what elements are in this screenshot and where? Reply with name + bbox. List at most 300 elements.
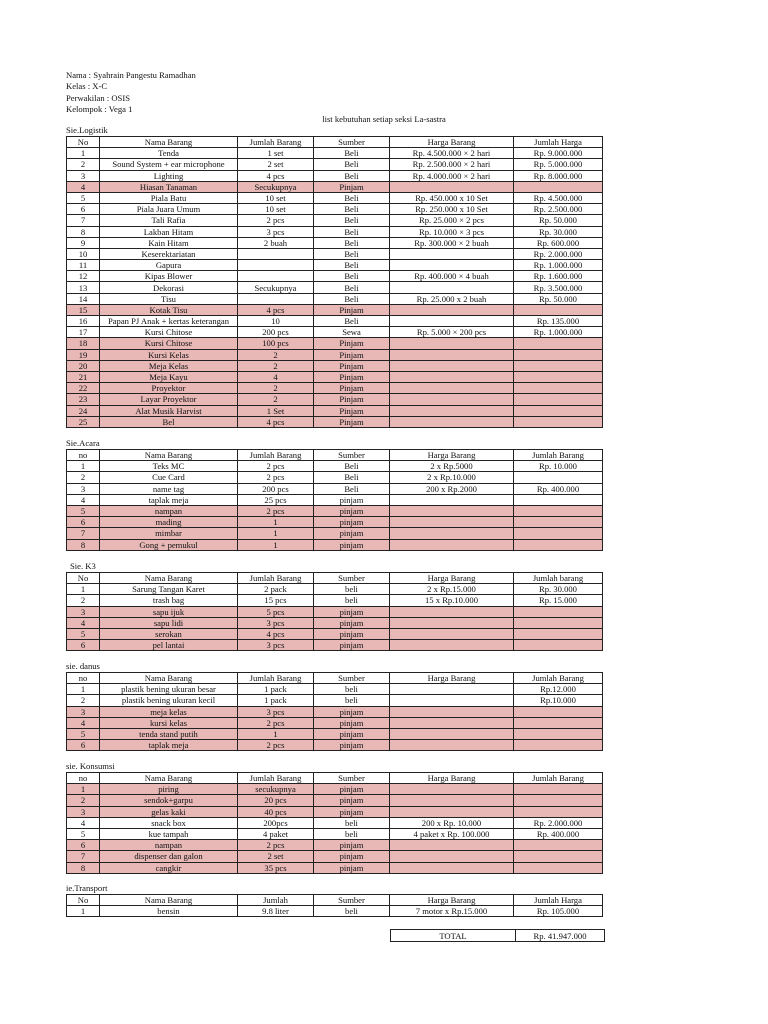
col-no: 24 (67, 405, 100, 416)
col-unit-price (390, 338, 514, 349)
table-row (67, 862, 603, 873)
table-row (67, 371, 603, 382)
col-unit-price (390, 706, 514, 717)
column-header: Nama Barang (100, 573, 238, 584)
col-total: Rp. 1.600.000 (514, 271, 603, 282)
col-no: 7 (67, 215, 100, 226)
col-source: Pinjam (314, 383, 390, 394)
table-header-row (67, 450, 603, 461)
col-no: 3 (67, 706, 100, 717)
col-unit-price: Rp. 4.500.000 × 2 hari (390, 148, 514, 159)
col-item-name: snack box (100, 817, 238, 828)
col-item-name: kursi kelas (100, 717, 238, 728)
col-total (514, 862, 603, 873)
col-no: 6 (67, 840, 100, 851)
col-source: Beli (314, 215, 390, 226)
col-total (514, 840, 603, 851)
column-header: Harga Barang (390, 450, 514, 461)
col-no: 1 (67, 148, 100, 159)
col-no: 1 (67, 684, 100, 695)
col-item-name: Hiasan Tanaman (100, 181, 238, 192)
col-unit-price: Rp. 25.000 x 2 buah (390, 293, 514, 304)
column-header: Nama Barang (100, 895, 238, 906)
col-no: 4 (67, 817, 100, 828)
col-unit-price (390, 717, 514, 728)
table-row (67, 628, 603, 639)
col-quantity: 3 pcs (238, 226, 314, 237)
col-source: Pinjam (314, 181, 390, 192)
col-source: Sewa (314, 327, 390, 338)
col-no: 20 (67, 360, 100, 371)
col-quantity (238, 293, 314, 304)
col-source: Beli (314, 248, 390, 259)
col-item-name: Kain Hitam (100, 237, 238, 248)
col-quantity: 10 (238, 316, 314, 327)
col-no: 6 (67, 204, 100, 215)
col-total (514, 806, 603, 817)
col-source: Beli (314, 148, 390, 159)
col-quantity: 2 pack (238, 584, 314, 595)
col-unit-price (390, 795, 514, 806)
col-total (514, 360, 603, 371)
col-no: 5 (67, 728, 100, 739)
student-name: Nama : Syahrain Pangestu Ramadhan (66, 70, 196, 80)
col-unit-price (390, 684, 514, 695)
col-total: Rp. 105.000 (514, 906, 603, 917)
col-unit-price: Rp. 450.000 x 10 Set (390, 192, 514, 203)
col-source: Beli (314, 316, 390, 327)
col-item-name: Tenda (100, 148, 238, 159)
col-item-name: taplak meja (100, 740, 238, 751)
column-header: Jumlah Barang (238, 773, 314, 784)
col-total (514, 338, 603, 349)
col-source: beli (314, 584, 390, 595)
col-total (514, 640, 603, 651)
col-quantity: 4 pcs (238, 304, 314, 315)
col-quantity: Secukupnya (238, 181, 314, 192)
col-no: 4 (67, 494, 100, 505)
col-item-name: meja kelas (100, 706, 238, 717)
col-no: 2 (67, 472, 100, 483)
col-quantity: 40 pcs (238, 806, 314, 817)
col-total (514, 416, 603, 427)
col-unit-price (390, 360, 514, 371)
student-representation: Perwakilan : OSIS (66, 92, 130, 103)
column-header: Jumlah Barang (238, 673, 314, 684)
column-header: Harga Barang (390, 895, 514, 906)
col-total (514, 606, 603, 617)
column-header: Jumlah Barang (238, 573, 314, 584)
col-item-name: Kursi Kelas (100, 349, 238, 360)
table-row (67, 528, 603, 539)
col-item-name: Papan PJ Anak + kertas keterangan (100, 316, 238, 327)
col-no: 1 (67, 784, 100, 795)
col-total (514, 394, 603, 405)
col-total (514, 405, 603, 416)
col-total (514, 528, 603, 539)
col-item-name: Sound System + ear microphone (100, 159, 238, 170)
col-quantity: 2 pcs (238, 215, 314, 226)
col-item-name: sapu lidi (100, 617, 238, 628)
col-unit-price (390, 260, 514, 271)
col-total: Rp. 30.000 (514, 226, 603, 237)
col-quantity: 2 set (238, 851, 314, 862)
col-no: 1 (67, 906, 100, 917)
col-item-name: Layar Proyektor (100, 394, 238, 405)
col-item-name: piring (100, 784, 238, 795)
col-source: Beli (314, 226, 390, 237)
section-table (66, 572, 603, 651)
table-row (67, 784, 603, 795)
column-header: Nama Barang (100, 673, 238, 684)
col-no: 19 (67, 349, 100, 360)
col-quantity: 1 Set (238, 405, 314, 416)
table-row (67, 338, 603, 349)
col-item-name: plastik bening ukuran besar (100, 684, 238, 695)
col-unit-price (390, 349, 514, 360)
col-item-name: nampan (100, 505, 238, 516)
col-no: 8 (67, 226, 100, 237)
table-row (67, 148, 603, 159)
table-row (67, 483, 603, 494)
col-source: Beli (314, 282, 390, 293)
col-item-name: kue tampah (100, 828, 238, 839)
table-row (67, 695, 603, 706)
col-total: Rp. 1.000.000 (514, 260, 603, 271)
col-quantity: 3 pcs (238, 706, 314, 717)
col-total: Rp. 50.000 (514, 215, 603, 226)
col-total: Rp. 400.000 (514, 828, 603, 839)
col-source: pinjam (314, 706, 390, 717)
col-unit-price (390, 862, 514, 873)
table-row (67, 472, 603, 483)
col-no: 16 (67, 316, 100, 327)
col-quantity: 4 pcs (238, 416, 314, 427)
col-unit-price (390, 628, 514, 639)
section-title: Sie. K3 (70, 561, 96, 571)
col-total: Rp. 135.000 (514, 316, 603, 327)
table-row (67, 505, 603, 516)
table-row (67, 840, 603, 851)
column-header: Jumlah Barang (514, 450, 603, 461)
document-header (66, 70, 196, 116)
table-row (67, 517, 603, 528)
col-total (514, 349, 603, 360)
col-total: Rp. 2.000.000 (514, 248, 603, 259)
table-header-row (67, 137, 603, 148)
column-header: Sumber (314, 450, 390, 461)
col-quantity: 1 (238, 528, 314, 539)
col-item-name: serokan (100, 628, 238, 639)
col-item-name: Alat Musik Harvist (100, 405, 238, 416)
col-no: 5 (67, 192, 100, 203)
column-header: Nama Barang (100, 773, 238, 784)
column-header: Jumlah Harga (514, 895, 603, 906)
col-item-name: Proyektor (100, 383, 238, 394)
table-row (67, 640, 603, 651)
col-item-name: Kursi Chitose (100, 338, 238, 349)
total-table (390, 929, 605, 942)
col-no: 5 (67, 628, 100, 639)
total-value: Rp. 41.947.000 (516, 930, 605, 942)
col-quantity: 1 pack (238, 695, 314, 706)
table-row (67, 684, 603, 695)
col-source: Pinjam (314, 338, 390, 349)
col-unit-price (390, 539, 514, 550)
col-total (514, 383, 603, 394)
column-header: Nama Barang (100, 137, 238, 148)
col-source: beli (314, 595, 390, 606)
column-header: No (67, 895, 100, 906)
col-no: 11 (67, 260, 100, 271)
col-source: Pinjam (314, 304, 390, 315)
col-quantity: 100 pcs (238, 338, 314, 349)
col-total: Rp. 9.000.000 (514, 148, 603, 159)
col-source: Pinjam (314, 360, 390, 371)
table-row (67, 405, 603, 416)
col-item-name: bensin (100, 906, 238, 917)
col-no: 17 (67, 327, 100, 338)
col-source: Beli (314, 192, 390, 203)
col-item-name: Kipas Blower (100, 271, 238, 282)
col-quantity (238, 248, 314, 259)
col-no: 6 (67, 740, 100, 751)
col-item-name: Cue Card (100, 472, 238, 483)
col-no: 1 (67, 584, 100, 595)
col-total: Rp. 30.000 (514, 584, 603, 595)
col-quantity: 2 pcs (238, 472, 314, 483)
col-total: Rp. 2.000.000 (514, 817, 603, 828)
col-unit-price: Rp. 4.000.000 × 2 hari (390, 170, 514, 181)
table-row (67, 327, 603, 338)
col-total (514, 617, 603, 628)
column-header: Jumlah Barang (238, 137, 314, 148)
table-row (67, 383, 603, 394)
page-title: list kebutuhan setiap seksi La-sastra (322, 114, 446, 124)
col-source: Pinjam (314, 394, 390, 405)
col-no: 14 (67, 293, 100, 304)
col-no: 21 (67, 371, 100, 382)
total-label: TOTAL (391, 930, 516, 942)
col-total: Rp. 8.000.000 (514, 170, 603, 181)
col-quantity: 2 set (238, 159, 314, 170)
col-total (514, 717, 603, 728)
col-quantity: 2 (238, 349, 314, 360)
table-header-row (67, 673, 603, 684)
col-source: beli (314, 817, 390, 828)
column-header: No (67, 137, 100, 148)
col-source: Beli (314, 260, 390, 271)
col-source: pinjam (314, 862, 390, 873)
section-table (66, 449, 603, 551)
col-total (514, 472, 603, 483)
col-unit-price (390, 304, 514, 315)
col-no: 25 (67, 416, 100, 427)
col-no: 3 (67, 606, 100, 617)
col-unit-price (390, 728, 514, 739)
col-no: 13 (67, 282, 100, 293)
col-unit-price: 4 paket x Rp. 100.000 (390, 828, 514, 839)
col-unit-price (390, 181, 514, 192)
col-unit-price: Rp. 400.000 × 4 buah (390, 271, 514, 282)
col-source: Beli (314, 472, 390, 483)
col-unit-price (390, 494, 514, 505)
column-header: Nama Barang (100, 450, 238, 461)
col-source: Beli (314, 293, 390, 304)
col-item-name: sapu ijuk (100, 606, 238, 617)
col-total (514, 795, 603, 806)
col-quantity: 5 pcs (238, 606, 314, 617)
col-quantity: 4 paket (238, 828, 314, 839)
col-quantity: 20 pcs (238, 795, 314, 806)
col-quantity: 4 (238, 371, 314, 382)
col-source: Beli (314, 204, 390, 215)
col-quantity: 35 pcs (238, 862, 314, 873)
col-total (514, 851, 603, 862)
col-source: Beli (314, 461, 390, 472)
table-row (67, 584, 603, 595)
column-header: Jumlah Harga (514, 137, 603, 148)
col-item-name: dispenser dan galon (100, 851, 238, 862)
col-item-name: Tali Rafia (100, 215, 238, 226)
col-total: Rp. 400.000 (514, 483, 603, 494)
student-class: Kelas : X-C (66, 81, 108, 92)
col-unit-price (390, 405, 514, 416)
col-no: 2 (67, 595, 100, 606)
col-item-name: Bel (100, 416, 238, 427)
col-unit-price (390, 695, 514, 706)
col-no: 2 (67, 795, 100, 806)
table-row (67, 170, 603, 181)
col-item-name: Tisu (100, 293, 238, 304)
col-item-name: trash bag (100, 595, 238, 606)
col-source: beli (314, 684, 390, 695)
col-unit-price (390, 840, 514, 851)
col-unit-price: 15 x Rp.10.000 (390, 595, 514, 606)
col-quantity: Secukupnya (238, 282, 314, 293)
col-unit-price (390, 416, 514, 427)
col-quantity: 1 (238, 728, 314, 739)
col-no: 2 (67, 695, 100, 706)
col-total: Rp. 3.500.000 (514, 282, 603, 293)
col-total (514, 505, 603, 516)
table-row (67, 237, 603, 248)
col-unit-price (390, 640, 514, 651)
col-source: pinjam (314, 784, 390, 795)
col-item-name: name tag (100, 483, 238, 494)
column-header: Sumber (314, 895, 390, 906)
column-header: Harga Barang (390, 773, 514, 784)
col-quantity: 1 (238, 539, 314, 550)
student-group: Kelompok : Vega 1 (66, 104, 133, 115)
table-row (67, 271, 603, 282)
table-row (67, 728, 603, 739)
col-total: Rp. 2.500.000 (514, 204, 603, 215)
col-quantity: 2 (238, 360, 314, 371)
col-quantity: 4 pcs (238, 170, 314, 181)
section-table (66, 136, 603, 428)
col-quantity: 200 pcs (238, 327, 314, 338)
col-quantity: 1 (238, 517, 314, 528)
col-unit-price (390, 528, 514, 539)
col-quantity: 1 set (238, 148, 314, 159)
col-source: beli (314, 695, 390, 706)
col-item-name: gelas kaki (100, 806, 238, 817)
col-quantity: 10 set (238, 204, 314, 215)
total-row (391, 930, 605, 942)
col-source: Pinjam (314, 416, 390, 427)
section-title: Sie.Logistik (66, 125, 108, 135)
table-row (67, 349, 603, 360)
col-item-name: Meja Kayu (100, 371, 238, 382)
column-header: Sumber (314, 573, 390, 584)
table-row (67, 316, 603, 327)
col-total: Rp. 5.000.000 (514, 159, 603, 170)
col-unit-price (390, 617, 514, 628)
table-row (67, 181, 603, 192)
col-item-name: Kursi Chitose (100, 327, 238, 338)
col-source: pinjam (314, 539, 390, 550)
col-unit-price: Rp. 10.000 × 3 pcs (390, 226, 514, 237)
col-source: pinjam (314, 517, 390, 528)
col-source: pinjam (314, 740, 390, 751)
table-row (67, 606, 603, 617)
col-item-name: Piala Juara Umum (100, 204, 238, 215)
col-quantity: 9.8 liter (238, 906, 314, 917)
col-item-name: Lakban Hitam (100, 226, 238, 237)
table-row (67, 204, 603, 215)
column-header: no (67, 673, 100, 684)
col-item-name: Teks MC (100, 461, 238, 472)
table-row (67, 795, 603, 806)
col-source: pinjam (314, 505, 390, 516)
col-unit-price (390, 606, 514, 617)
table-row (67, 461, 603, 472)
col-unit-price: Rp. 25.000 × 2 pcs (390, 215, 514, 226)
col-source: beli (314, 906, 390, 917)
col-quantity: 2 pcs (238, 840, 314, 851)
table-row (67, 806, 603, 817)
column-header: Jumlah Barang (514, 673, 603, 684)
col-unit-price: Rp. 2.500.000 × 2 hari (390, 159, 514, 170)
col-quantity: 2 (238, 394, 314, 405)
table-row (67, 539, 603, 550)
col-item-name: Gapura (100, 260, 238, 271)
col-no: 10 (67, 248, 100, 259)
col-no: 4 (67, 181, 100, 192)
col-no: 18 (67, 338, 100, 349)
col-item-name: cangkir (100, 862, 238, 873)
col-no: 8 (67, 539, 100, 550)
col-source: Beli (314, 237, 390, 248)
col-source: pinjam (314, 640, 390, 651)
col-no: 4 (67, 717, 100, 728)
col-source: pinjam (314, 606, 390, 617)
table-row (67, 215, 603, 226)
col-item-name: mimbar (100, 528, 238, 539)
section-table (66, 672, 603, 751)
col-quantity: 15 pcs (238, 595, 314, 606)
col-quantity: 25 pcs (238, 494, 314, 505)
col-item-name: Meja Kelas (100, 360, 238, 371)
column-header: Harga Barang (390, 673, 514, 684)
col-quantity: 1 pack (238, 684, 314, 695)
col-total: Rp. 15.000 (514, 595, 603, 606)
col-item-name: Piala Batu (100, 192, 238, 203)
col-source: Beli (314, 170, 390, 181)
col-unit-price (390, 517, 514, 528)
col-item-name: mading (100, 517, 238, 528)
